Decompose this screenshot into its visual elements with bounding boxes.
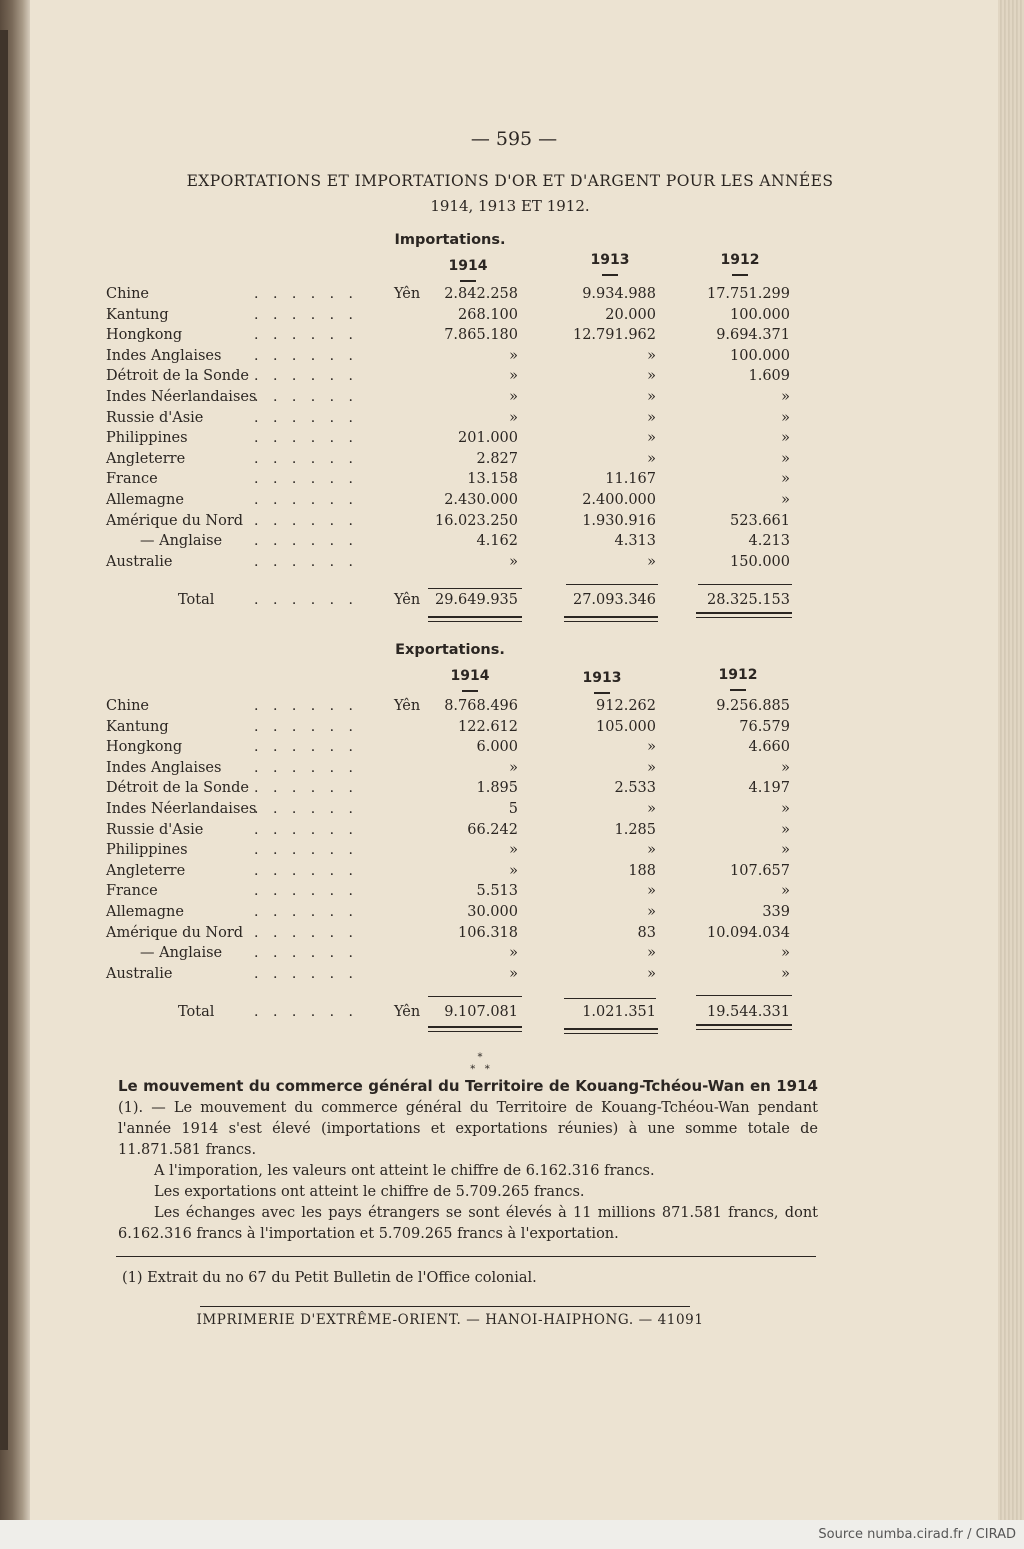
exp-rule-1912 bbox=[696, 995, 792, 996]
cell-v1912: » bbox=[781, 759, 790, 776]
cell-v1913: » bbox=[647, 450, 656, 467]
cell-v1914: 30.000 bbox=[467, 904, 518, 920]
cell-v1912: 9.694.371 bbox=[716, 327, 790, 344]
row-label: Chine bbox=[106, 698, 149, 714]
leader-dots: . . . . . . bbox=[254, 821, 358, 838]
exportations-row bbox=[30, 883, 998, 904]
row-label: Kantung bbox=[106, 718, 169, 735]
cell-v1913: 2.400.000 bbox=[582, 492, 656, 508]
importations-row bbox=[30, 286, 998, 307]
cell-v1914: 5.513 bbox=[476, 883, 518, 900]
total-label: Total bbox=[178, 1004, 215, 1020]
cell-v1912: » bbox=[781, 409, 790, 426]
importations-row bbox=[30, 554, 998, 575]
cell-v1913: » bbox=[647, 553, 656, 570]
cell-v1912: 107.657 bbox=[730, 862, 790, 879]
row-label: Philippines bbox=[106, 430, 188, 447]
total-v1913: 27.093.346 bbox=[572, 592, 656, 608]
cell-v1913: 1.285 bbox=[614, 821, 656, 838]
leader-dots: . . . . . . bbox=[254, 965, 358, 982]
cell-v1913: » bbox=[647, 883, 656, 900]
row-label: Russie d'Asie bbox=[106, 409, 204, 426]
leader-dots: . . . . . . bbox=[254, 533, 358, 550]
exp-year-1913: 1913 bbox=[552, 670, 652, 694]
exportations-row bbox=[30, 719, 998, 740]
imp-year-1912: 1912 bbox=[690, 252, 790, 276]
cell-v1913: » bbox=[647, 739, 656, 756]
cell-v1913: » bbox=[647, 904, 656, 920]
cell-v1913: 188 bbox=[628, 862, 656, 879]
row-label: Détroit de la Sonde bbox=[106, 368, 249, 385]
cell-v1912: 17.751.299 bbox=[706, 286, 790, 302]
leader-dots: . . . . . . bbox=[254, 389, 358, 405]
cell-v1912: 9.256.885 bbox=[716, 698, 790, 714]
cell-v1913: 9.934.988 bbox=[582, 286, 656, 302]
leader-dots: . . . . . . bbox=[254, 1004, 358, 1020]
cell-v1914: 7.865.180 bbox=[444, 327, 518, 344]
importations-heading: Importations. bbox=[394, 232, 506, 248]
imp-year-1914: 1914 bbox=[418, 258, 518, 282]
currency-label: Yên bbox=[394, 286, 421, 302]
leader-dots: . . . . . . bbox=[254, 739, 358, 756]
importations-row bbox=[30, 307, 998, 328]
cell-v1913: 2.533 bbox=[614, 780, 656, 797]
cell-v1914: 1.895 bbox=[476, 780, 518, 797]
cell-v1914: 8.768.496 bbox=[444, 698, 518, 714]
cell-v1913: » bbox=[647, 945, 656, 962]
cell-v1912: » bbox=[781, 450, 790, 467]
row-label: Angleterre bbox=[106, 862, 186, 879]
cell-v1914: 2.842.258 bbox=[444, 286, 518, 302]
cell-v1912: 4.197 bbox=[748, 780, 790, 797]
total-v1912: 19.544.331 bbox=[706, 1004, 790, 1020]
importations-row bbox=[30, 451, 998, 472]
exportations-heading: Exportations. bbox=[395, 642, 505, 658]
leader-dots: . . . . . . bbox=[254, 924, 358, 941]
leader-dots: . . . . . . bbox=[254, 883, 358, 900]
cell-v1914: 66.242 bbox=[467, 821, 518, 838]
article-note-ref: (1) bbox=[118, 1100, 139, 1116]
cell-v1913: » bbox=[647, 759, 656, 776]
leader-dots: . . . . . . bbox=[254, 759, 358, 776]
cell-v1913: » bbox=[647, 842, 656, 859]
cell-v1913: 1.930.916 bbox=[582, 512, 656, 529]
section-separator bbox=[30, 1052, 930, 1076]
cell-v1914: 122.612 bbox=[458, 718, 518, 735]
importations-row bbox=[30, 410, 998, 431]
importations-total-row bbox=[30, 592, 998, 613]
cell-v1914: 16.023.250 bbox=[434, 512, 518, 529]
total-v1914: 29.649.935 bbox=[434, 592, 518, 608]
row-label: Kantung bbox=[106, 306, 169, 323]
row-label: Philippines bbox=[106, 842, 188, 859]
exportations-row bbox=[30, 760, 998, 781]
row-label: Amérique du Nord bbox=[106, 924, 244, 941]
cell-v1912: 4.213 bbox=[748, 533, 790, 550]
printer-imprint: IMPRIMERIE D'EXTRÊME-ORIENT. — HANOI-HAIPHONG. — 41091 bbox=[196, 1312, 704, 1328]
printer-rule bbox=[200, 1306, 690, 1307]
row-label: Indes Néerlandaises bbox=[106, 389, 257, 405]
row-label: Allemagne bbox=[106, 492, 184, 508]
importations-row bbox=[30, 348, 998, 369]
cell-v1913: » bbox=[647, 368, 656, 385]
exp-total-rule-1913 bbox=[564, 1028, 658, 1034]
cell-v1912: 1.609 bbox=[748, 368, 790, 385]
page-number: — 595 — bbox=[470, 128, 558, 150]
leader-dots: . . . . . . bbox=[254, 492, 358, 508]
exportations-total-row bbox=[30, 1004, 998, 1025]
importations-row bbox=[30, 513, 998, 534]
importations-row bbox=[30, 492, 998, 513]
cell-v1914: 4.162 bbox=[476, 533, 518, 550]
cell-v1914: 5 bbox=[508, 801, 518, 817]
leader-dots: . . . . . . bbox=[254, 450, 358, 467]
leader-dots: . . . . . . bbox=[254, 512, 358, 529]
cell-v1913: 83 bbox=[637, 924, 656, 941]
page-title-years: 1914, 1913 ET 1912. bbox=[430, 197, 590, 215]
article-paragraph-importation: A l'imporation, les valeurs ont atteint le chiffre de 6.162.316 francs. bbox=[154, 1163, 655, 1179]
article-paragraph-exportation: Les exportations ont atteint le chiffre de 5.709.265 francs. bbox=[154, 1184, 585, 1200]
cell-v1913: » bbox=[647, 409, 656, 426]
cell-v1912: 339 bbox=[762, 904, 790, 920]
book-cover-edge bbox=[0, 30, 8, 1450]
exportations-row bbox=[30, 801, 998, 822]
cell-v1914: » bbox=[509, 347, 518, 364]
cell-v1913: 11.167 bbox=[605, 471, 656, 488]
cell-v1912: 150.000 bbox=[730, 553, 790, 570]
exp-rule-1914 bbox=[428, 996, 522, 997]
row-label: Angleterre bbox=[106, 450, 186, 467]
currency-label: Yên bbox=[394, 1004, 421, 1020]
cell-v1913: » bbox=[647, 965, 656, 982]
cell-v1912: » bbox=[781, 842, 790, 859]
exportations-row bbox=[30, 698, 998, 719]
cell-v1914: 268.100 bbox=[458, 306, 518, 323]
exp-rule-1913 bbox=[564, 998, 656, 999]
leader-dots: . . . . . . bbox=[254, 471, 358, 488]
cell-v1914: 13.158 bbox=[467, 471, 518, 488]
cell-v1914: 2.827 bbox=[476, 450, 518, 467]
cell-v1912: 100.000 bbox=[730, 306, 790, 323]
cell-v1912: 76.579 bbox=[739, 718, 790, 735]
leader-dots: . . . . . . bbox=[254, 430, 358, 447]
leader-dots: . . . . . . bbox=[254, 327, 358, 344]
leader-dots: . . . . . . bbox=[254, 718, 358, 735]
total-v1912: 28.325.153 bbox=[706, 592, 790, 608]
cell-v1914: » bbox=[509, 553, 518, 570]
row-label: Chine bbox=[106, 286, 149, 302]
cell-v1914: 6.000 bbox=[476, 739, 518, 756]
importations-row bbox=[30, 389, 998, 410]
row-label: — Anglaise bbox=[140, 533, 223, 550]
cell-v1914: » bbox=[509, 368, 518, 385]
cell-v1914: » bbox=[509, 389, 518, 405]
cell-v1914: 106.318 bbox=[458, 924, 518, 941]
exp-total-rule-1912 bbox=[696, 1024, 792, 1030]
cell-v1912: » bbox=[781, 801, 790, 817]
exp-total-rule-1914 bbox=[428, 1026, 522, 1032]
leader-dots: . . . . . . bbox=[254, 368, 358, 385]
leader-dots: . . . . . . bbox=[254, 945, 358, 962]
exportations-row bbox=[30, 925, 998, 946]
imp-total-rule-1913 bbox=[564, 616, 658, 622]
importations-row bbox=[30, 430, 998, 451]
page-paper bbox=[30, 0, 998, 1520]
separator-star-top: * bbox=[477, 1052, 483, 1063]
row-label: Hongkong bbox=[106, 739, 183, 756]
cell-v1914: » bbox=[509, 945, 518, 962]
total-v1914: 9.107.081 bbox=[444, 1004, 518, 1020]
imp-year-1913: 1913 bbox=[560, 252, 660, 276]
exp-year-1914: 1914 bbox=[420, 668, 520, 692]
cell-v1913: » bbox=[647, 389, 656, 405]
exportations-row bbox=[30, 966, 998, 987]
exportations-row bbox=[30, 739, 998, 760]
article-body bbox=[118, 1076, 818, 1245]
leader-dots: . . . . . . bbox=[254, 862, 358, 879]
currency-label: Yên bbox=[394, 698, 421, 714]
cell-v1913: 4.313 bbox=[614, 533, 656, 550]
importations-row bbox=[30, 533, 998, 554]
total-v1913: 1.021.351 bbox=[582, 1004, 656, 1020]
total-label: Total bbox=[178, 592, 215, 608]
separator-stars-bottom: * * bbox=[470, 1064, 490, 1075]
article-heading: Le mouvement du commerce général du Territoire de Kouang-Tchéou-Wan en 1914 bbox=[118, 1077, 818, 1095]
row-label: Amérique du Nord bbox=[106, 512, 244, 529]
page-title: EXPORTATIONS ET IMPORTATIONS D'OR ET D'ARGENT POUR LES ANNÉES bbox=[186, 172, 834, 190]
row-label: Indes Anglaises bbox=[106, 347, 222, 364]
cell-v1912: 10.094.034 bbox=[706, 924, 790, 941]
cell-v1912: » bbox=[781, 945, 790, 962]
cell-v1914: » bbox=[509, 965, 518, 982]
source-credit: Source numba.cirad.fr / CIRAD bbox=[818, 1527, 1016, 1542]
leader-dots: . . . . . . bbox=[254, 592, 358, 608]
article-paragraph-echanges: Les échanges avec les pays étrangers se sont élevés à 11 millions 871.581 francs, dont 6.162.316 francs à l'importation et 5.709.265 francs à l'exportation. bbox=[118, 1205, 818, 1242]
cell-v1914: 201.000 bbox=[458, 430, 518, 447]
cell-v1913: 20.000 bbox=[605, 306, 656, 323]
article-intro: . — Le mouvement du commerce général du Territoire de Kouang-Tchéou-Wan pendant l'année 1914 s'est élevé (importations et exportations réunies) à une somme totale de 11.871.581 francs. bbox=[118, 1100, 818, 1158]
cell-v1912: » bbox=[781, 883, 790, 900]
cell-v1912: 523.661 bbox=[730, 512, 790, 529]
cell-v1912: » bbox=[781, 471, 790, 488]
leader-dots: . . . . . . bbox=[254, 904, 358, 920]
cell-v1914: 2.430.000 bbox=[444, 492, 518, 508]
row-label: France bbox=[106, 471, 158, 488]
cell-v1913: 912.262 bbox=[596, 698, 656, 714]
currency-label: Yên bbox=[394, 592, 421, 608]
cell-v1912: » bbox=[781, 965, 790, 982]
leader-dots: . . . . . . bbox=[254, 698, 358, 714]
leader-dots: . . . . . . bbox=[254, 842, 358, 859]
cell-v1912: 4.660 bbox=[748, 739, 790, 756]
importations-row bbox=[30, 327, 998, 348]
row-label: Indes Néerlandaises bbox=[106, 801, 257, 817]
exportations-row bbox=[30, 945, 998, 966]
cell-v1913: » bbox=[647, 801, 656, 817]
leader-dots: . . . . . . bbox=[254, 409, 358, 426]
cell-v1914: » bbox=[509, 842, 518, 859]
row-label: Australie bbox=[106, 965, 173, 982]
footnote-separator bbox=[116, 1256, 816, 1257]
cell-v1913: 105.000 bbox=[596, 718, 656, 735]
cell-v1913: 12.791.962 bbox=[572, 327, 656, 344]
exportations-row bbox=[30, 822, 998, 843]
leader-dots: . . . . . . bbox=[254, 553, 358, 570]
cell-v1913: » bbox=[647, 430, 656, 447]
cell-v1913: » bbox=[647, 347, 656, 364]
row-label: Hongkong bbox=[106, 327, 183, 344]
importations-row bbox=[30, 471, 998, 492]
exportations-row bbox=[30, 904, 998, 925]
leader-dots: . . . . . . bbox=[254, 286, 358, 302]
leader-dots: . . . . . . bbox=[254, 306, 358, 323]
cell-v1912: » bbox=[781, 821, 790, 838]
cell-v1912: » bbox=[781, 492, 790, 508]
row-label: Allemagne bbox=[106, 904, 184, 920]
cell-v1912: » bbox=[781, 430, 790, 447]
imp-rule-1912 bbox=[698, 584, 792, 585]
cell-v1912: 100.000 bbox=[730, 347, 790, 364]
leader-dots: . . . . . . bbox=[254, 347, 358, 364]
exp-year-1912: 1912 bbox=[688, 667, 788, 691]
cell-v1912: » bbox=[781, 389, 790, 405]
row-label: Détroit de la Sonde bbox=[106, 780, 249, 797]
exportations-row bbox=[30, 863, 998, 884]
row-label: Australie bbox=[106, 553, 173, 570]
leader-dots: . . . . . . bbox=[254, 780, 358, 797]
imp-total-rule-1914 bbox=[428, 616, 522, 622]
leader-dots: . . . . . . bbox=[254, 801, 358, 817]
footnote: (1) Extrait du no 67 du Petit Bulletin de l'Office colonial. bbox=[122, 1270, 537, 1286]
row-label: France bbox=[106, 883, 158, 900]
row-label: Indes Anglaises bbox=[106, 759, 222, 776]
cell-v1914: » bbox=[509, 862, 518, 879]
importations-row bbox=[30, 368, 998, 389]
exportations-row bbox=[30, 780, 998, 801]
cell-v1914: » bbox=[509, 409, 518, 426]
imp-rule-1914 bbox=[428, 588, 522, 589]
imp-rule-1913 bbox=[566, 584, 658, 585]
imp-total-rule-1912 bbox=[696, 612, 792, 618]
exportations-row bbox=[30, 842, 998, 863]
row-label: — Anglaise bbox=[140, 945, 223, 962]
cell-v1914: » bbox=[509, 759, 518, 776]
row-label: Russie d'Asie bbox=[106, 821, 204, 838]
